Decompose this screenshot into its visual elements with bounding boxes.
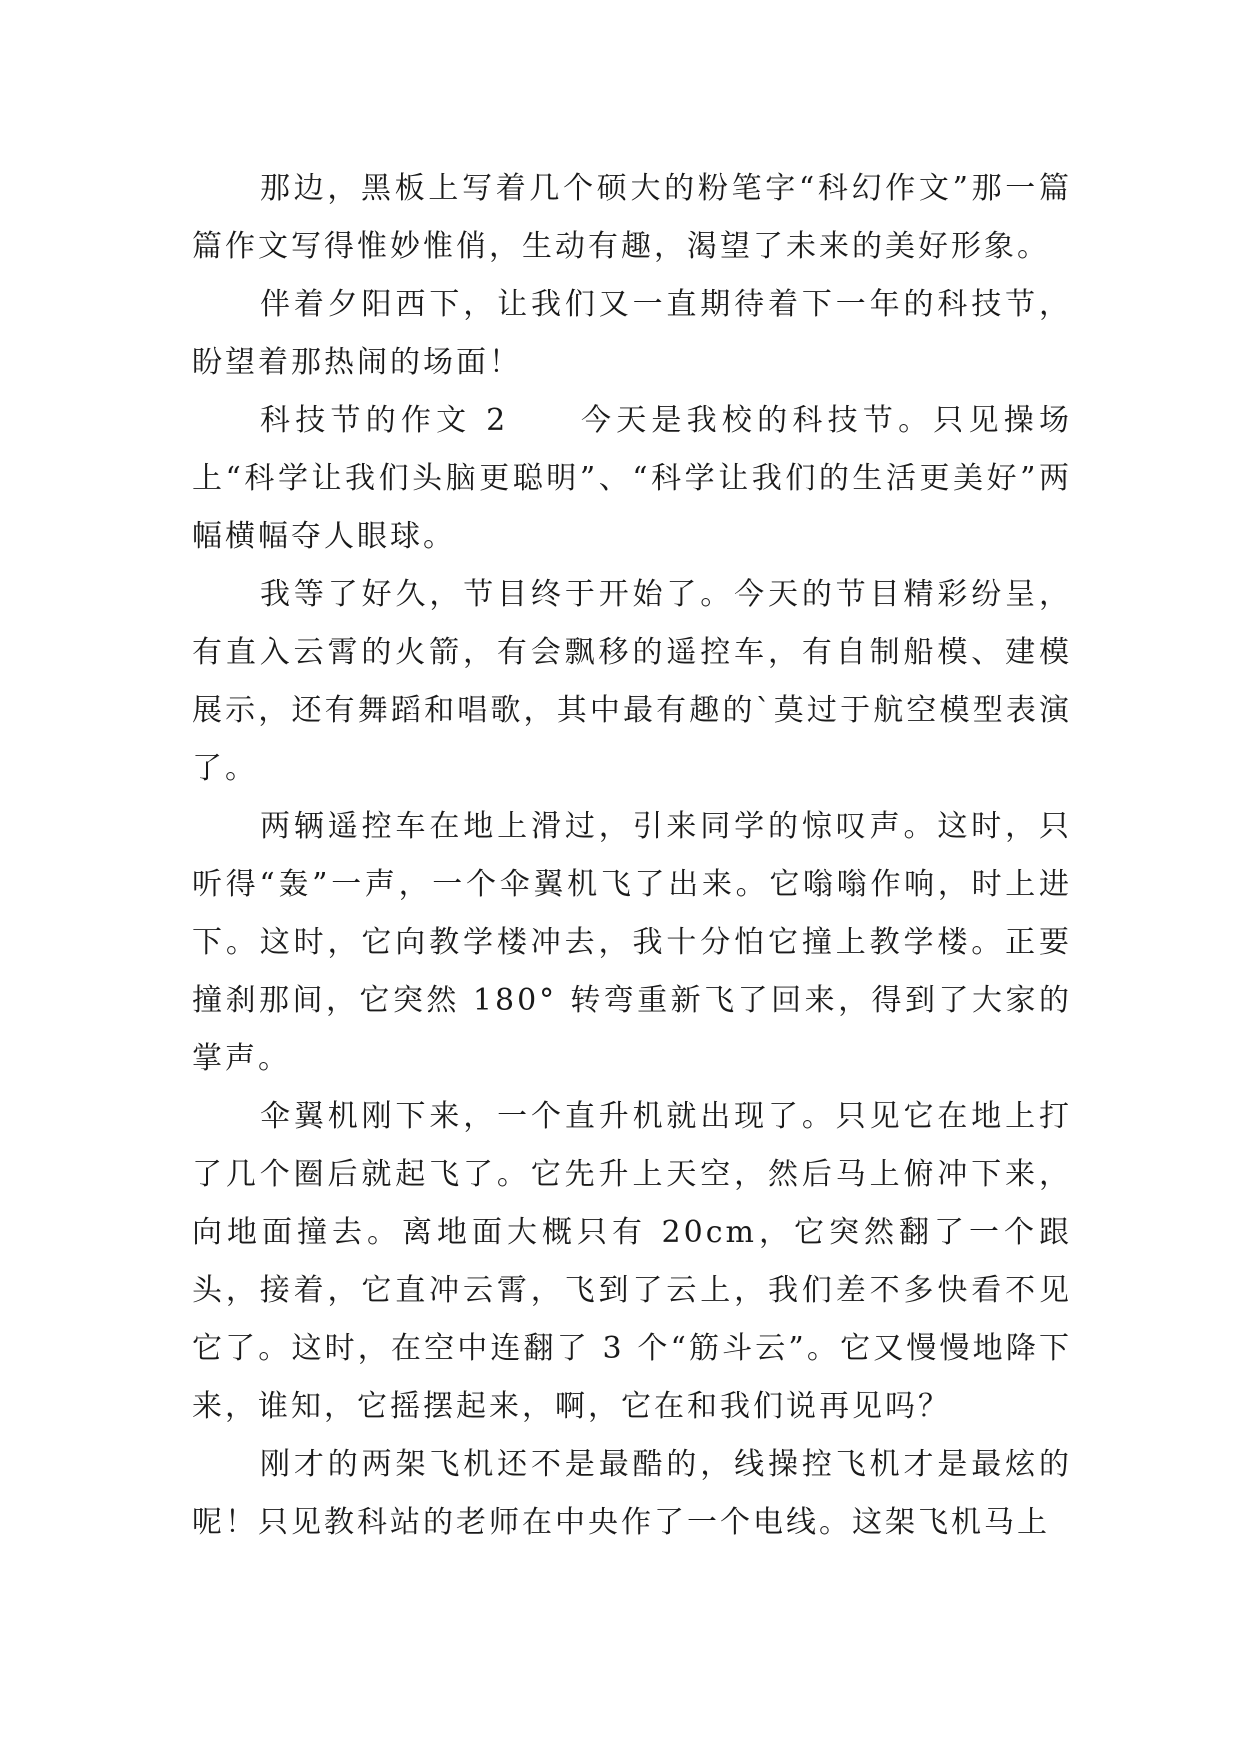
paragraph: 两辆遥控车在地上滑过，引来同学的惊叹声。这时，只听得“轰”一声，一个伞翼机飞了出来。它嗡嗡作响，时上进下。这时，它向教学楼冲去，我十分怕它撞上教学楼。正要撞刹那间，它突然 180° 转弯重新飞了回来，得到了大家的掌声。 [192, 809, 1072, 1076]
paragraph: 刚才的两架飞机还不是最酷的，线操控飞机才是最炫的呢！只见教科站的老师在中央作了一个电线。这架飞机马上 [192, 1447, 1072, 1540]
paragraph: 伞翼机刚下来，一个直升机就出现了。只见它在地上打了几个圈后就起飞了。它先升上天空，然后马上俯冲下来，向地面撞去。离地面大概只有 20cm，它突然翻了一个跟头，接着，它直冲云霄，飞到了云上，我们差不多快看不见它了。这时，在空中连翻了 3 个“筋斗云”。它又慢慢地降下来，谁知，它摇摆起来，啊，它在和我们说再见吗？ [192, 1099, 1072, 1424]
document-body [192, 160, 1072, 1552]
paragraph: 伴着夕阳西下，让我们又一直期待着下一年的科技节，盼望着那热闹的场面！ [192, 287, 1072, 380]
paragraph: 那边，黑板上写着几个硕大的粉笔字“科幻作文”那一篇篇作文写得惟妙惟俏，生动有趣，渴望了未来的美好形象。 [192, 171, 1072, 264]
paragraph: 科技节的作文 2 今天是我校的科技节。只见操场上“科学让我们头脑更聪明”、“科学让我们的生活更美好”两幅横幅夺人眼球。 [192, 403, 1072, 554]
paragraph: 我等了好久，节目终于开始了。今天的节目精彩纷呈，有直入云霄的火箭，有会飘移的遥控车，有自制船模、建模展示，还有舞蹈和唱歌，其中最有趣的`莫过于航空模型表演了。 [192, 577, 1072, 786]
